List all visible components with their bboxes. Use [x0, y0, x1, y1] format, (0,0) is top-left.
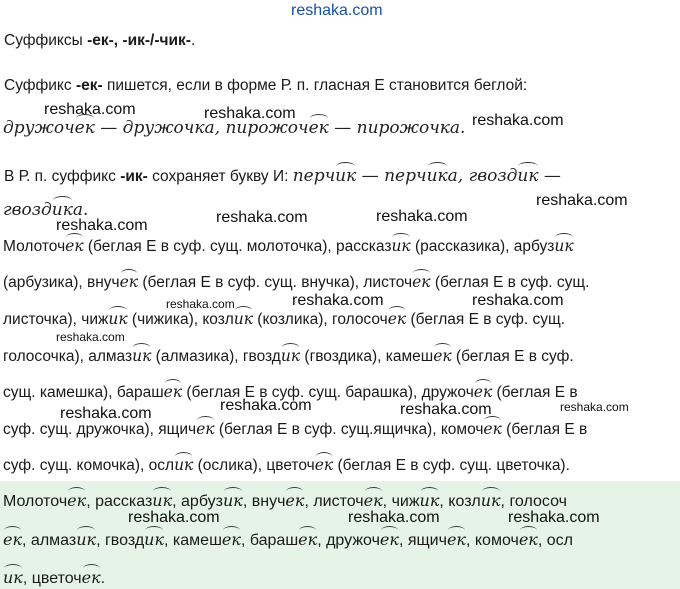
summary-line	[3, 530, 573, 550]
suffix-mark: ек	[163, 383, 183, 401]
text-segment: , осл	[537, 532, 573, 549]
suffix-mark: ек	[221, 530, 241, 549]
text-segment: (беглая Е в суф. сущ. внучка), листоч	[138, 274, 413, 291]
text-segment: (ослика), цветоч	[193, 457, 315, 474]
watermark: reshaka.com	[128, 509, 220, 526]
suffix-mark: ик	[152, 491, 173, 510]
suffix-mark: ик	[280, 347, 301, 365]
answer-line	[3, 273, 589, 292]
suffix-mark: ек	[483, 420, 502, 438]
text-segment: , дружоч	[317, 532, 380, 549]
summary-line	[3, 491, 567, 511]
text-segment: голосочка), алмаз	[3, 348, 133, 365]
suffix-mark: ек	[412, 273, 431, 291]
text-segment: , камеш	[164, 532, 222, 549]
text-segment: (козлика), голосоч	[252, 311, 388, 328]
text-segment: , алмаз	[22, 532, 77, 549]
text-segment: , чиж	[382, 493, 420, 510]
watermark: reshaka.com	[472, 292, 564, 309]
watermark: reshaka.com	[56, 217, 148, 234]
text-segment: , внуч	[242, 493, 286, 510]
text-segment: .	[100, 570, 106, 587]
suffix-mark: ек	[387, 310, 407, 328]
suffix-mark: ик	[419, 491, 440, 510]
text-segment: , бараш	[240, 532, 299, 549]
suffix-mark: ик	[108, 310, 128, 328]
watermark: reshaka.com	[400, 401, 492, 418]
text-segment: , цветоч	[22, 570, 82, 587]
watermark: reshaka.com	[292, 292, 384, 309]
text-segment: листочка), чиж	[3, 311, 109, 328]
suffix-mark: ек	[314, 456, 334, 474]
text-segment: , комоч	[465, 532, 519, 549]
text-segment: (беглая Е в суф. сущ. барашка), дружоч	[182, 384, 474, 401]
watermark: reshaka.com	[216, 209, 308, 226]
suffix-mark: ик	[554, 237, 574, 255]
answer-line	[3, 456, 570, 475]
text-segment: (алмазика), гвозд	[151, 348, 281, 365]
suffix-mark: ек	[3, 530, 23, 549]
text-segment: , гвозд	[96, 532, 145, 549]
suffix-mark: ек	[67, 491, 87, 510]
watermark: reshaka.com	[56, 330, 125, 344]
text-segment: (беглая Е в суф. сущ. цветочка).	[333, 457, 570, 474]
text-segment: , листоч	[304, 493, 364, 510]
example-ek: дружочек — дружочка, пирожочек — пирожочка.	[3, 118, 466, 138]
suffix-mark: ек	[119, 273, 139, 291]
suffix-mark: ек	[298, 530, 318, 549]
text-segment: Молоточ	[3, 493, 68, 510]
suffix-mark: ек	[518, 530, 538, 549]
suffix-mark: ик	[222, 491, 243, 510]
watermark: reshaka.com	[348, 509, 440, 526]
text-segment: (беглая Е в суф. сущ.	[406, 311, 566, 328]
text-segment: Молоточ	[3, 238, 66, 255]
text-segment: , козл	[439, 493, 481, 510]
watermark: reshaka.com	[472, 112, 564, 129]
suffix-mark: ек	[473, 383, 493, 401]
watermark: reshaka.com	[560, 400, 629, 414]
watermark: reshaka.com	[376, 208, 468, 225]
watermark: reshaka.com	[166, 297, 235, 311]
suffix-mark: ик	[144, 530, 165, 549]
watermark: reshaka.com	[536, 192, 628, 209]
suffix-mark: ик	[391, 237, 411, 255]
suffix-mark: ек	[363, 491, 383, 510]
suffix-mark: ек	[65, 237, 84, 255]
site-link[interactable]: reshaka.com	[291, 2, 383, 19]
suffix-mark: ек	[285, 491, 305, 510]
text-segment: , арбуз	[172, 493, 223, 510]
suffix-mark: ек	[81, 568, 101, 587]
text-segment: (беглая Е в суф. сущ.	[430, 274, 590, 291]
suffix-mark: ик	[174, 456, 194, 474]
text-segment: (беглая Е в	[492, 384, 578, 401]
text-segment: суф. сущ. комочка), осл	[3, 457, 175, 474]
rule-ek: Суффикс -ек- пишется, если в форме Р. п. гласная Е становится беглой:	[4, 77, 528, 94]
rule-ik: В Р. п. суффикс -ик- сохраняет букву И: перчик — перчика, гвоздик —	[4, 166, 561, 186]
text-segment: (беглая Е в	[501, 421, 588, 438]
text-segment: , голосоч	[500, 493, 567, 510]
text-segment: (чижика), козл	[127, 311, 234, 328]
suffix-mark: ик	[480, 491, 501, 510]
watermark: reshaka.com	[44, 101, 136, 118]
text-segment: , ящич	[398, 532, 447, 549]
answer-line	[3, 347, 574, 366]
text-segment: суф. сущ. дружочка), ящич	[3, 421, 197, 438]
watermark: reshaka.com	[508, 509, 600, 526]
text-segment: , рассказ	[86, 493, 153, 510]
summary-line	[3, 568, 105, 588]
text-segment: (беглая Е в суф. сущ.ящичка), комоч	[214, 421, 484, 438]
text-segment: (рассказика), арбуз	[410, 238, 555, 255]
suffix-mark: ек	[446, 530, 466, 549]
text-segment: сущ. камешка), бараш	[3, 384, 164, 401]
suffix-mark: ек	[379, 530, 399, 549]
text-segment: (арбузика), внуч	[3, 274, 120, 291]
watermark: reshaka.com	[60, 405, 152, 422]
text-segment: (беглая Е в суф.	[451, 348, 574, 365]
text-segment: (гвоздика), камеш	[300, 348, 434, 365]
section-heading: Суффиксы -ек-, -ик-/-чик-.	[4, 32, 196, 49]
suffix-mark: ик	[3, 568, 23, 587]
suffix-mark: ик	[132, 347, 152, 365]
watermark: reshaka.com	[220, 397, 312, 414]
suffix-mark: ек	[433, 347, 452, 365]
watermark: reshaka.com	[204, 105, 296, 122]
suffix-mark: ек	[196, 420, 215, 438]
answer-line	[3, 237, 574, 256]
text-segment: (беглая Е в суф. сущ. молоточка), рассказ	[83, 238, 392, 255]
suffix-mark: ик	[233, 310, 253, 328]
rule-ik-continued: гвоздика.	[3, 200, 89, 220]
answer-line	[3, 310, 565, 329]
suffix-mark: ик	[76, 530, 97, 549]
